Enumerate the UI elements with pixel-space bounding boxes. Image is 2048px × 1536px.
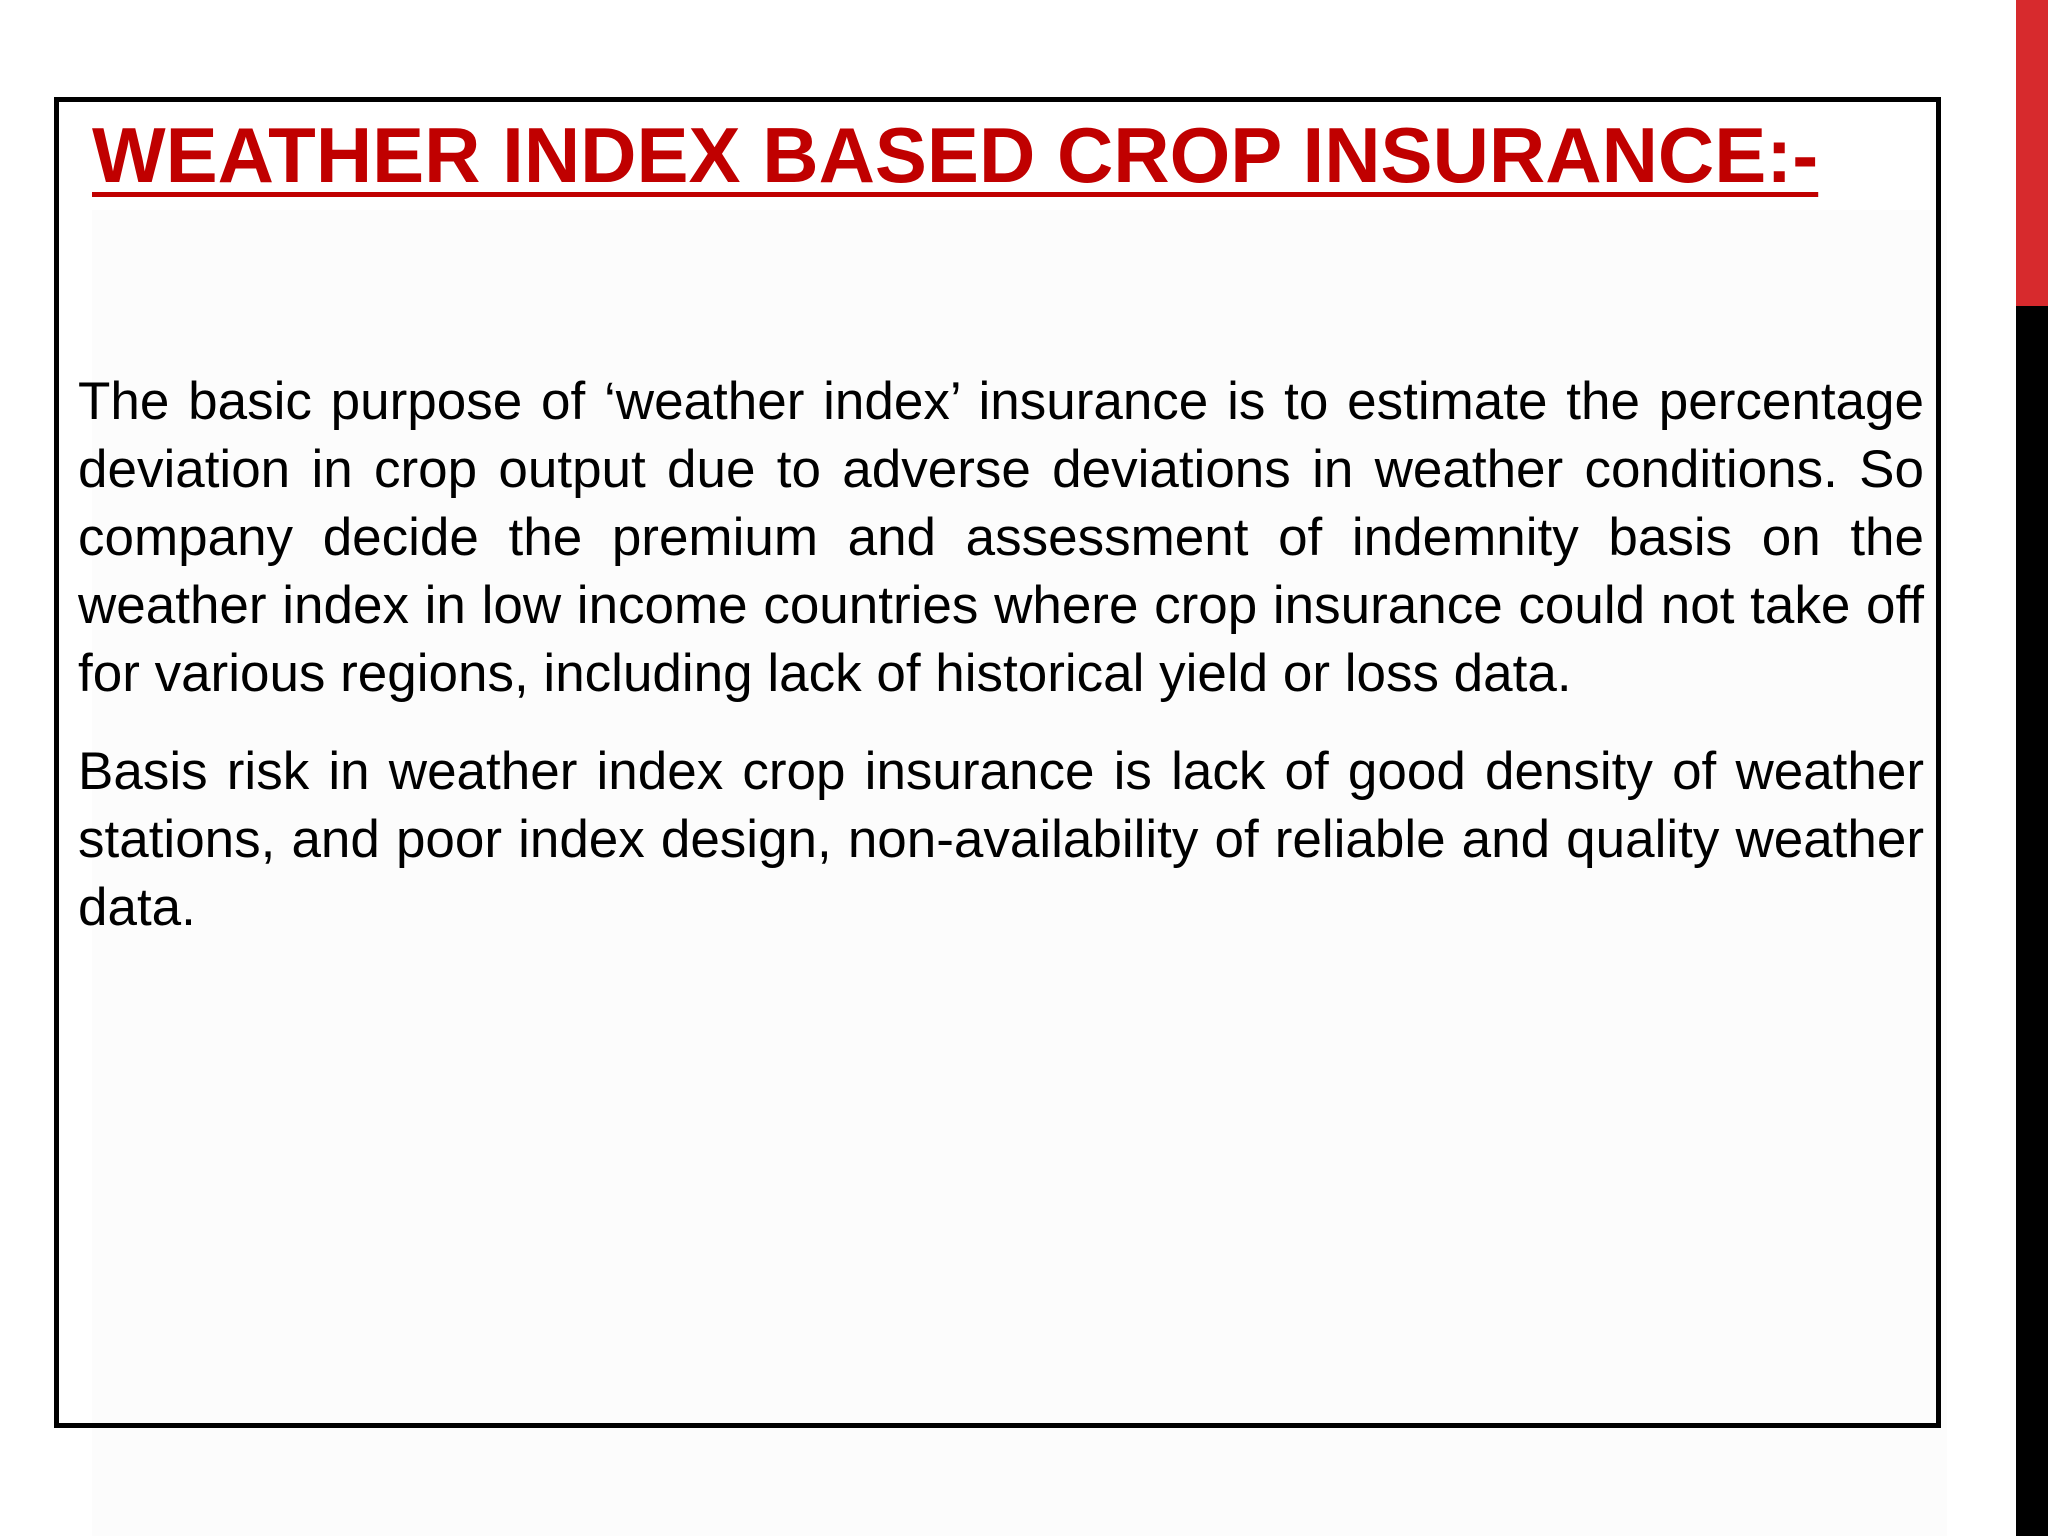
paragraph-purpose: The basic purpose of ‘weather index’ insurance is to estimate the percentage deviation in crop output due to adverse deviations in weather conditions. So company decide the premium and assessment of indemnity basis on the weather index in low income countries where crop insurance could not take off for various regions, including lack of historical yield or loss data.	[78, 372, 1924, 703]
slide-body	[78, 368, 1924, 972]
slide-title: WEATHER INDEX BASED CROP INSURANCE:-	[92, 111, 1819, 199]
accent-bar-black	[2016, 306, 2048, 1536]
accent-bar-red	[2016, 0, 2048, 306]
paragraph-basis-risk: Basis risk in weather index crop insurance is lack of good density of weather stations, and poor index design, non-availability of reliable and quality weather data.	[78, 742, 1924, 937]
